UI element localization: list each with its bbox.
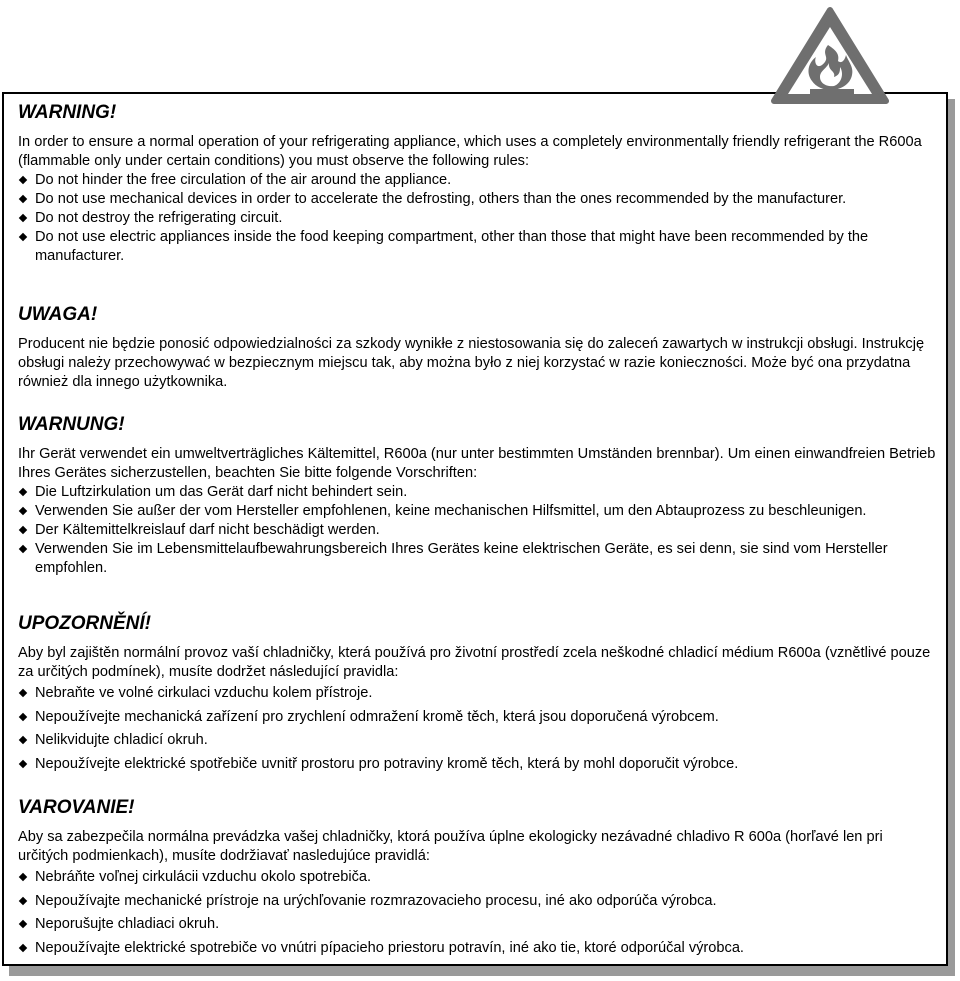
bullet-icon <box>19 689 27 697</box>
intro-slovak: Aby sa zabezpečila normálna prevádzka vašej chladničky, ktorá používa úplne ekologicky nezávadné chladivo R 600a (horľavé len pri určitých podmienkach), musíte dodržiavať nasledujúce pravidlá: <box>18 829 883 864</box>
list-item: Neporušujte chladiaci okruh. <box>18 913 936 937</box>
intro-english: In order to ensure a normal operation of your refrigerating appliance, which uses a completely environmentally friendly refrigerant the R600a (flammable only under certain conditions) you must observe the following rules: <box>18 134 922 169</box>
section-czech <box>18 613 936 776</box>
rules-english <box>18 171 936 266</box>
bullet-icon <box>19 920 27 928</box>
heading-warning: WARNING! <box>18 102 117 123</box>
list-item: Nepoužívajte elektrické spotrebiče vo vnútri pípacieho priestoru potravín, iné ako tie, ktoré odporúčal výrobca. <box>18 937 936 961</box>
list-item: Nepoužívejte elektrické spotřebiče uvnitř prostoru pro potraviny kromě těch, která by mohl doporučit výrobce. <box>18 753 936 777</box>
list-item: Nepoužívejte mechanická zařízení pro zrychlení odmražení kromě těch, která jsou doporučená výrobcem. <box>18 706 936 730</box>
intro-german: Ihr Gerät verwendet ein umweltverträgliches Kältemittel, R600a (nur unter bestimmten Umständen brennbar). Um einen einwandfreien Betrieb Ihres Gerätes sicherzustellen, beachten Sie bitte folgende Vorschriften: <box>18 446 936 481</box>
bullet-icon <box>19 526 27 534</box>
intro-czech: Aby byl zajištěn normální provoz vaší chladničky, která používá pro životní prostředí zcela neškodné chladicí médium R600a (vznětlivé pouze za určitých podmínek), musíte dodržet následující pravidla: <box>18 645 931 680</box>
bullet-icon <box>19 233 27 241</box>
section-polish <box>18 304 936 392</box>
warning-box <box>2 92 948 966</box>
list-item: Do not use electric appliances inside the food keeping compartment, other than those that might have been recommended by the manufacturer. <box>18 228 936 266</box>
intro-polish: Producent nie będzie ponosić odpowiedzialności za szkody wynikłe z niestosowania się do zaleceń zawartych w instrukcji obsługi. Instrukcję obsługi należy przechowywać w bezpiecznym miejscu tak, aby można było z niej korzystać w razie konieczności. Może być ona przydatna również dla innego użytkownika. <box>18 336 925 390</box>
bullet-icon <box>19 712 27 720</box>
bullet-icon <box>19 759 27 767</box>
bullet-icon <box>19 545 27 553</box>
list-item: Der Kältemittelkreislauf darf nicht beschädigt werden. <box>18 521 936 540</box>
rules-german <box>18 483 936 578</box>
bullet-icon <box>19 214 27 222</box>
list-item: Verwenden Sie außer der vom Hersteller empfohlenen, keine mechanischen Hilfsmittel, um den Abtauprozess zu beschleunigen. <box>18 502 936 521</box>
bullet-icon <box>19 488 27 496</box>
rules-czech <box>18 682 936 776</box>
bullet-icon <box>19 896 27 904</box>
bullet-icon <box>19 943 27 951</box>
list-item: Do not use mechanical devices in order to accelerate the defrosting, others than the ones recommended by the manufacturer. <box>18 190 936 209</box>
heading-uwaga: UWAGA! <box>18 304 98 325</box>
section-slovak <box>18 797 936 960</box>
list-item: Nelikvidujte chladicí okruh. <box>18 729 936 753</box>
section-english <box>18 102 936 266</box>
bullet-icon <box>19 873 27 881</box>
list-item: Nebraňte ve volné cirkulaci vzduchu kolem přístroje. <box>18 682 936 706</box>
list-item: Nepoužívajte mechanické prístroje na urýchľovanie rozmrazovacieho procesu, iné ako odporúča výrobca. <box>18 890 936 914</box>
bullet-icon <box>19 176 27 184</box>
list-item: Die Luftzirkulation um das Gerät darf nicht behindert sein. <box>18 483 936 502</box>
heading-upozorneni: UPOZORNĚNÍ! <box>18 613 151 634</box>
list-item: Do not destroy the refrigerating circuit. <box>18 209 936 228</box>
bullet-icon <box>19 736 27 744</box>
heading-varovanie: VAROVANIE! <box>18 797 135 818</box>
list-item: Verwenden Sie im Lebensmittelaufbewahrungsbereich Ihres Gerätes keine elektrischen Geräte, es sei denn, sie sind vom Hersteller empfohlen. <box>18 540 936 578</box>
bullet-icon <box>19 507 27 515</box>
section-german <box>18 414 936 578</box>
bullet-icon <box>19 195 27 203</box>
list-item: Do not hinder the free circulation of the air around the appliance. <box>18 171 936 190</box>
rules-slovak <box>18 866 936 960</box>
list-item: Nebráňte voľnej cirkulácii vzduchu okolo spotrebiča. <box>18 866 936 890</box>
flammable-warning-icon <box>770 5 890 105</box>
heading-warnung: WARNUNG! <box>18 414 125 435</box>
